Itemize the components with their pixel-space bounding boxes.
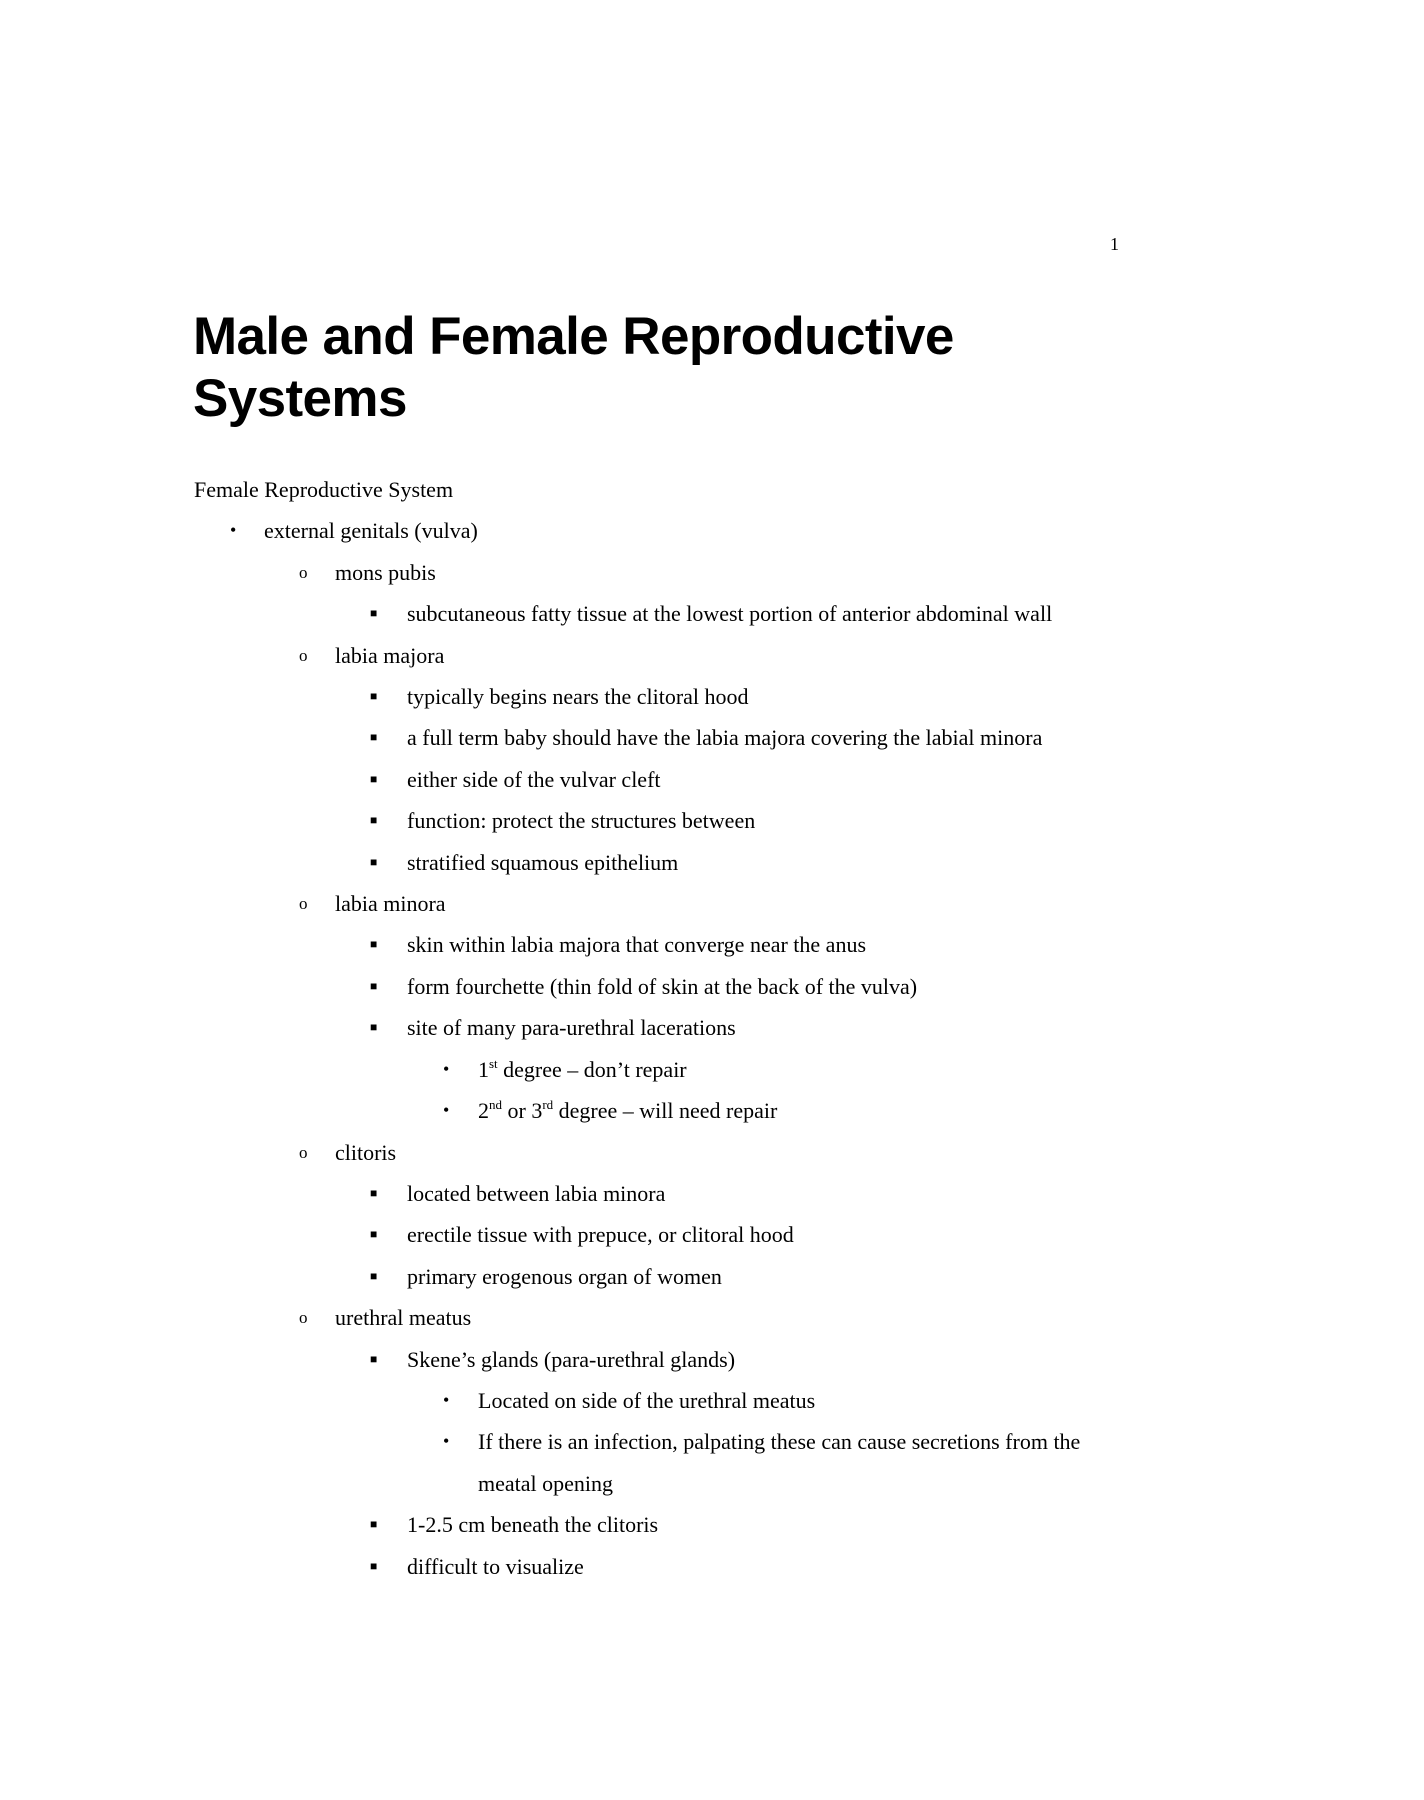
list-item-text xyxy=(407,725,1042,750)
list-item-text xyxy=(407,1512,658,1537)
bullet-icon: ■ xyxy=(370,937,378,952)
list-item-text xyxy=(407,932,866,957)
text-run: 2 xyxy=(478,1098,489,1124)
text-run: If there is an infection, palpating these can cause secretions from the meatal opening xyxy=(478,1429,1081,1496)
list-item-text xyxy=(194,477,453,502)
bullet-icon: ■ xyxy=(370,1558,378,1573)
text-run: primary erogenous organ of women xyxy=(407,1263,722,1289)
list-item-text xyxy=(264,518,478,543)
bullet-icon: o xyxy=(299,645,308,665)
list-item-text xyxy=(335,1140,396,1165)
text-run: typically begins nears the clitoral hood xyxy=(407,684,749,710)
text-run: subcutaneous fatty tissue at the lowest portion of anterior abdominal wall xyxy=(407,601,1053,627)
list-item-text xyxy=(407,1347,735,1372)
list-item-text xyxy=(407,808,755,833)
list-item-level-2 xyxy=(194,635,1112,676)
text-run: 1-2.5 cm beneath the clitoris xyxy=(407,1512,659,1538)
text-run: labia minora xyxy=(335,891,446,917)
list-item-level-3 xyxy=(194,800,1112,841)
superscript: nd xyxy=(489,1097,502,1113)
list-item-text xyxy=(335,1305,471,1330)
list-item-text xyxy=(478,1057,687,1082)
bullet-icon: • xyxy=(230,520,237,541)
list-item-text xyxy=(407,1222,794,1247)
list-item-level-3 xyxy=(194,1256,1112,1297)
text-run: site of many para-urethral lacerations xyxy=(407,1015,736,1041)
text-run: Female Reproductive System xyxy=(194,477,454,502)
list-item-text xyxy=(478,1098,777,1123)
bullet-icon: ■ xyxy=(370,1268,378,1283)
section-heading xyxy=(194,469,1112,510)
text-run: function: protect the structures between xyxy=(407,808,756,834)
list-item-text xyxy=(335,643,444,668)
text-run: labia majora xyxy=(335,642,445,668)
list-item-text xyxy=(407,767,661,792)
page-number: 1 xyxy=(1110,234,1119,254)
bullet-icon: • xyxy=(443,1431,450,1452)
text-run: degree – will need repair xyxy=(553,1098,778,1124)
text-run: skin within labia majora that converge near the anus xyxy=(407,932,867,958)
list-item-level-3 xyxy=(194,842,1112,883)
list-item-level-3 xyxy=(194,1339,1112,1380)
text-run: or 3 xyxy=(502,1098,543,1124)
bullet-icon: o xyxy=(299,894,308,914)
list-item-level-3 xyxy=(194,717,1112,758)
bullet-icon: ■ xyxy=(370,730,378,745)
list-item-level-3 xyxy=(194,1504,1112,1545)
list-item-level-3 xyxy=(194,924,1112,965)
list-item-text xyxy=(478,1388,815,1413)
list-item-level-3 xyxy=(194,676,1112,717)
bullet-icon: ■ xyxy=(370,1227,378,1242)
list-item-level-3 xyxy=(194,966,1112,1007)
bullet-icon: o xyxy=(299,1142,308,1162)
list-item-level-2 xyxy=(194,552,1112,593)
text-run: located between labia minora xyxy=(407,1180,666,1206)
list-item-level-4 xyxy=(194,1421,1112,1504)
text-run: erectile tissue with prepuce, or clitoral hood xyxy=(407,1222,794,1248)
bullet-icon: ■ xyxy=(370,813,378,828)
list-item-text xyxy=(407,850,678,875)
text-run: clitoris xyxy=(335,1139,397,1165)
text-run: Skene’s glands (para-urethral glands) xyxy=(407,1346,736,1372)
list-item-level-3 xyxy=(194,759,1112,800)
text-run: form fourchette (thin fold of skin at the back of the vulva) xyxy=(407,973,918,999)
list-item-level-1 xyxy=(194,510,1112,551)
text-run: Located on side of the urethral meatus xyxy=(478,1387,816,1413)
list-item-text xyxy=(407,601,1052,626)
superscript: rd xyxy=(542,1097,554,1113)
text-run: degree – don’t repair xyxy=(497,1056,687,1082)
list-item-text xyxy=(407,684,749,709)
bullet-icon: ■ xyxy=(370,1020,378,1035)
list-item-text xyxy=(407,1015,736,1040)
bullet-icon: ■ xyxy=(370,854,378,869)
text-run: external genitals (vulva) xyxy=(264,518,478,544)
list-item-level-4 xyxy=(194,1049,1112,1090)
bullet-icon: ■ xyxy=(370,1185,378,1200)
list-item-text xyxy=(335,560,436,585)
list-item-level-2 xyxy=(194,1132,1112,1173)
superscript: st xyxy=(489,1055,498,1071)
list-item-level-3 xyxy=(194,1546,1112,1587)
text-run: stratified squamous epithelium xyxy=(407,849,679,875)
bullet-icon: • xyxy=(443,1100,450,1121)
text-run: 1 xyxy=(478,1056,489,1082)
bullet-icon: ■ xyxy=(370,606,378,621)
list-item-text xyxy=(407,1264,722,1289)
bullet-icon: ■ xyxy=(370,978,378,993)
list-item-text xyxy=(478,1429,1080,1495)
bullet-icon: ■ xyxy=(370,771,378,786)
text-run: difficult to visualize xyxy=(407,1553,584,1579)
list-item-level-3 xyxy=(194,1173,1112,1214)
list-item-level-4 xyxy=(194,1380,1112,1421)
bullet-icon: • xyxy=(443,1389,450,1410)
text-run: a full term baby should have the labia majora covering the labial minora xyxy=(407,725,1043,751)
bullet-icon: o xyxy=(299,562,308,582)
list-item-level-2 xyxy=(194,883,1112,924)
bullet-icon: • xyxy=(443,1058,450,1079)
bullet-icon: ■ xyxy=(370,689,378,704)
document-body xyxy=(194,469,1112,1587)
text-run: urethral meatus xyxy=(335,1305,472,1331)
list-item-text xyxy=(407,1181,665,1206)
list-item-text xyxy=(335,891,446,916)
list-item-text xyxy=(407,974,917,999)
list-item-level-4 xyxy=(194,1090,1112,1131)
list-item-level-3 xyxy=(194,593,1112,634)
text-run: either side of the vulvar cleft xyxy=(407,766,661,792)
document-title: Male and Female Reproductive Systems xyxy=(193,307,954,428)
list-item-level-2 xyxy=(194,1297,1112,1338)
bullet-icon: o xyxy=(299,1308,308,1328)
bullet-icon: ■ xyxy=(370,1351,378,1366)
text-run: mons pubis xyxy=(335,559,436,585)
list-item-level-3 xyxy=(194,1007,1112,1048)
list-item-text xyxy=(407,1554,584,1579)
list-item-level-3 xyxy=(194,1214,1112,1255)
bullet-icon: ■ xyxy=(370,1517,378,1532)
